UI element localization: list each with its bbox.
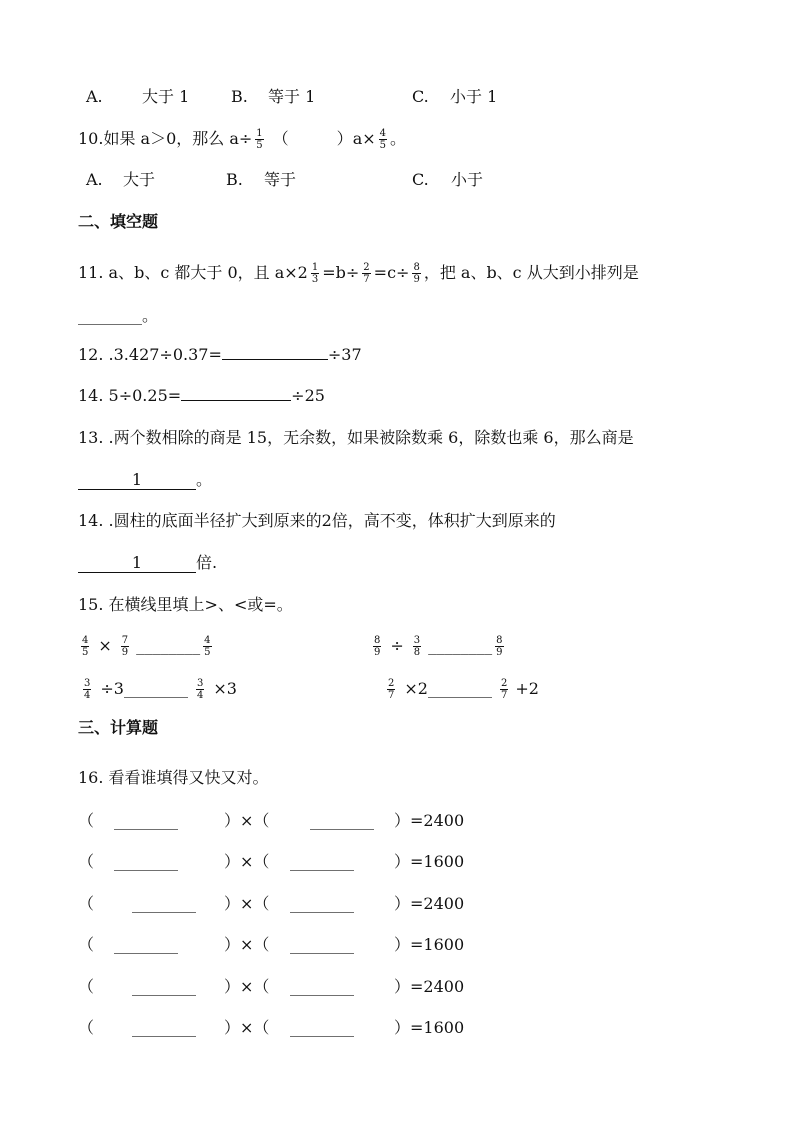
q16-blank-1[interactable]: ________	[132, 894, 196, 913]
q15-r1a-fraction-3	[203, 635, 211, 658]
q11-eq2: =c÷	[373, 263, 410, 282]
q16-blank-1[interactable]: ________	[114, 852, 178, 871]
fraction-numerator: 4	[204, 635, 211, 646]
q11-eq1: =b÷	[322, 263, 360, 282]
q15-r2a-operator: ÷3	[100, 679, 124, 698]
q10-end: 。	[390, 129, 407, 148]
q16-result: ）=2400	[394, 811, 465, 830]
q10-option-a-text: 大于	[123, 170, 156, 189]
q16-result: ）=1600	[394, 852, 465, 871]
question-16: 16. 看看谁填得又快又对。	[78, 768, 269, 787]
fraction-denominator: 8	[413, 647, 421, 658]
fraction-numerator: 2	[363, 262, 370, 273]
fraction-denominator: 7	[388, 690, 395, 701]
q15-r1b-blank[interactable]: ________	[428, 636, 493, 655]
q10-option-c-letter: C.	[412, 170, 429, 189]
q16-blank-1[interactable]: ________	[114, 935, 178, 954]
fraction-numerator: 8	[496, 635, 503, 646]
fraction-denominator: 9	[374, 647, 381, 658]
fraction-numerator: 1	[311, 262, 319, 273]
q15-r1a-operator: ×	[98, 636, 112, 655]
question-14b: 14. .圆柱的底面半径扩大到原来的2倍，高不变，体积扩大到原来的	[78, 511, 556, 530]
q15-r1a-blank[interactable]: ________	[136, 636, 201, 655]
question-10	[78, 128, 406, 151]
fraction-numerator: 8	[413, 262, 420, 273]
fraction-denominator: 9	[496, 647, 503, 658]
fraction-denominator: 3	[311, 274, 319, 285]
q16-open-paren: （	[78, 811, 95, 830]
fraction-numerator: 3	[84, 678, 91, 689]
q9-option-a-text: 大于 1	[142, 87, 190, 106]
fraction-numerator: 4	[82, 635, 89, 646]
q12-answer-blank[interactable]	[222, 345, 328, 360]
q16-times: ）×（	[224, 811, 270, 830]
q11-fraction-1	[311, 262, 319, 285]
fraction-denominator: 5	[204, 647, 211, 658]
q15-r2a-operator-2: ×3	[213, 679, 237, 698]
fraction-denominator: 9	[413, 274, 420, 285]
q15-row2-right	[384, 677, 539, 701]
fraction-numerator: 3	[196, 678, 204, 689]
q15-r2b-operator: ×2	[404, 679, 428, 698]
fraction-denominator: 7	[500, 690, 508, 701]
q16-blank-1[interactable]: ________	[114, 811, 178, 830]
q9-option-b-text: 等于 1	[268, 87, 316, 106]
q14b-answer-row	[78, 553, 217, 573]
q16-row-6	[78, 1018, 465, 1038]
q16-blank-1[interactable]: ________	[132, 1018, 196, 1037]
q16-times: ）×（	[224, 935, 270, 954]
q15-r1b-fraction-2	[413, 635, 421, 658]
q10-fraction-1	[255, 128, 263, 151]
q16-blank-2[interactable]: ________	[290, 935, 354, 954]
q10-option-c-text: 小于	[451, 170, 484, 189]
q10-option-b-text: 等于	[264, 170, 297, 189]
q15-r2a-fraction-1	[83, 678, 91, 701]
q14a-left: 14. 5÷0.25=	[78, 386, 182, 405]
q10-option-b-letter: B.	[226, 170, 243, 189]
q10-fraction-2	[379, 128, 387, 151]
q9-option-c-letter: C.	[412, 87, 429, 106]
q14b-answer-blank[interactable]: 1	[78, 554, 196, 573]
fraction-denominator: 5	[379, 140, 387, 151]
q16-blank-2[interactable]: ________	[290, 1018, 354, 1037]
q15-row1-right	[370, 634, 507, 658]
q16-blank-2[interactable]: ________	[290, 852, 354, 871]
q16-open-paren: （	[78, 852, 95, 871]
q16-row-3	[78, 894, 465, 914]
q16-result: ）=2400	[394, 894, 465, 913]
fraction-denominator: 4	[196, 690, 204, 701]
question-13: 13. .两个数相除的商是 15，无余数，如果被除数乘 6，除数也乘 6，那么商是	[78, 428, 634, 447]
q11-answer-line[interactable]: ________。	[78, 306, 159, 325]
q15-r1a-fraction-1	[81, 635, 89, 658]
fraction-numerator: 3	[413, 635, 421, 646]
q13-end: 。	[196, 470, 213, 489]
q16-row-5	[78, 977, 465, 997]
q11-prefix: 11. a、b、c 都大于 0，且 a×2	[78, 263, 308, 282]
question-14a	[78, 386, 325, 406]
fraction-denominator: 7	[363, 274, 370, 285]
q12-right: ÷37	[327, 345, 362, 364]
question-15: 15. 在横线里填上>、<或=。	[78, 595, 293, 614]
fraction-numerator: 2	[500, 678, 508, 689]
q16-open-paren: （	[78, 894, 95, 913]
q14a-answer-blank[interactable]	[181, 386, 291, 401]
q10-mid: a×	[352, 129, 376, 148]
fraction-numerator: 2	[388, 678, 395, 689]
section-heading-fill-in: 二、填空题	[78, 212, 159, 231]
question-11	[78, 262, 639, 285]
q16-result: ）=2400	[394, 977, 465, 996]
q16-times: ）×（	[224, 1018, 270, 1037]
q15-r1a-fraction-2	[121, 635, 129, 658]
section-heading-calculation: 三、计算题	[78, 718, 159, 737]
q12-left: 12. .3.427÷0.37=	[78, 345, 222, 364]
q16-row-4	[78, 935, 465, 955]
q15-row1-left	[78, 634, 215, 658]
q10-option-a-letter: A.	[86, 170, 103, 189]
q15-r2b-operator-2: +2	[515, 679, 539, 698]
q11-fraction-3	[412, 262, 420, 285]
q14a-right: ÷25	[291, 386, 325, 405]
q10-answer-paren[interactable]: （ ）	[272, 129, 353, 148]
question-12	[78, 345, 362, 365]
q16-times: ）×（	[224, 894, 270, 913]
q15-r2b-blank[interactable]: ________	[427, 679, 492, 698]
q15-r2b-fraction-1	[387, 678, 395, 701]
q15-r2a-blank[interactable]: ________	[123, 679, 188, 698]
q16-row-2	[78, 852, 465, 872]
q15-r1b-fraction-1	[373, 635, 381, 658]
fraction-numerator: 1	[256, 128, 263, 139]
q14b-end: 倍.	[196, 553, 218, 572]
q10-prefix: 10.如果 a＞0，那么 a÷	[78, 129, 253, 148]
fraction-denominator: 5	[82, 647, 89, 658]
q13-answer-blank[interactable]: 1	[78, 471, 196, 490]
q16-times: ）×（	[224, 977, 270, 996]
q9-option-c-text: 小于 1	[450, 87, 498, 106]
q11-fraction-2	[362, 262, 370, 285]
q15-r2b-fraction-2	[500, 678, 508, 701]
fraction-denominator: 5	[256, 140, 263, 151]
q16-blank-2[interactable]: ________	[290, 894, 354, 913]
q16-times: ）×（	[224, 852, 270, 871]
q13-answer-row	[78, 470, 212, 490]
q16-row-1	[78, 811, 465, 831]
q16-open-paren: （	[78, 1018, 95, 1037]
q16-blank-1[interactable]: ________	[132, 977, 196, 996]
q16-blank-2[interactable]: ________	[310, 811, 374, 830]
q16-result: ）=1600	[394, 935, 465, 954]
q11-suffix: ，把 a、b、c 从大到小排列是	[423, 263, 639, 282]
q9-option-a-letter: A.	[86, 87, 103, 106]
fraction-denominator: 4	[84, 690, 91, 701]
q16-open-paren: （	[78, 977, 95, 996]
fraction-numerator: 8	[374, 635, 381, 646]
q9-option-b-letter: B.	[231, 87, 248, 106]
q16-blank-2[interactable]: ________	[290, 977, 354, 996]
fraction-denominator: 9	[121, 647, 129, 658]
q15-r1b-fraction-3	[495, 635, 503, 658]
q15-r1b-operator: ÷	[390, 636, 404, 655]
q16-result: ）=1600	[394, 1018, 465, 1037]
fraction-numerator: 4	[379, 128, 387, 139]
q16-open-paren: （	[78, 935, 95, 954]
q15-r2a-fraction-2	[196, 678, 204, 701]
q15-row2-left	[80, 677, 237, 701]
fraction-numerator: 7	[121, 635, 129, 646]
